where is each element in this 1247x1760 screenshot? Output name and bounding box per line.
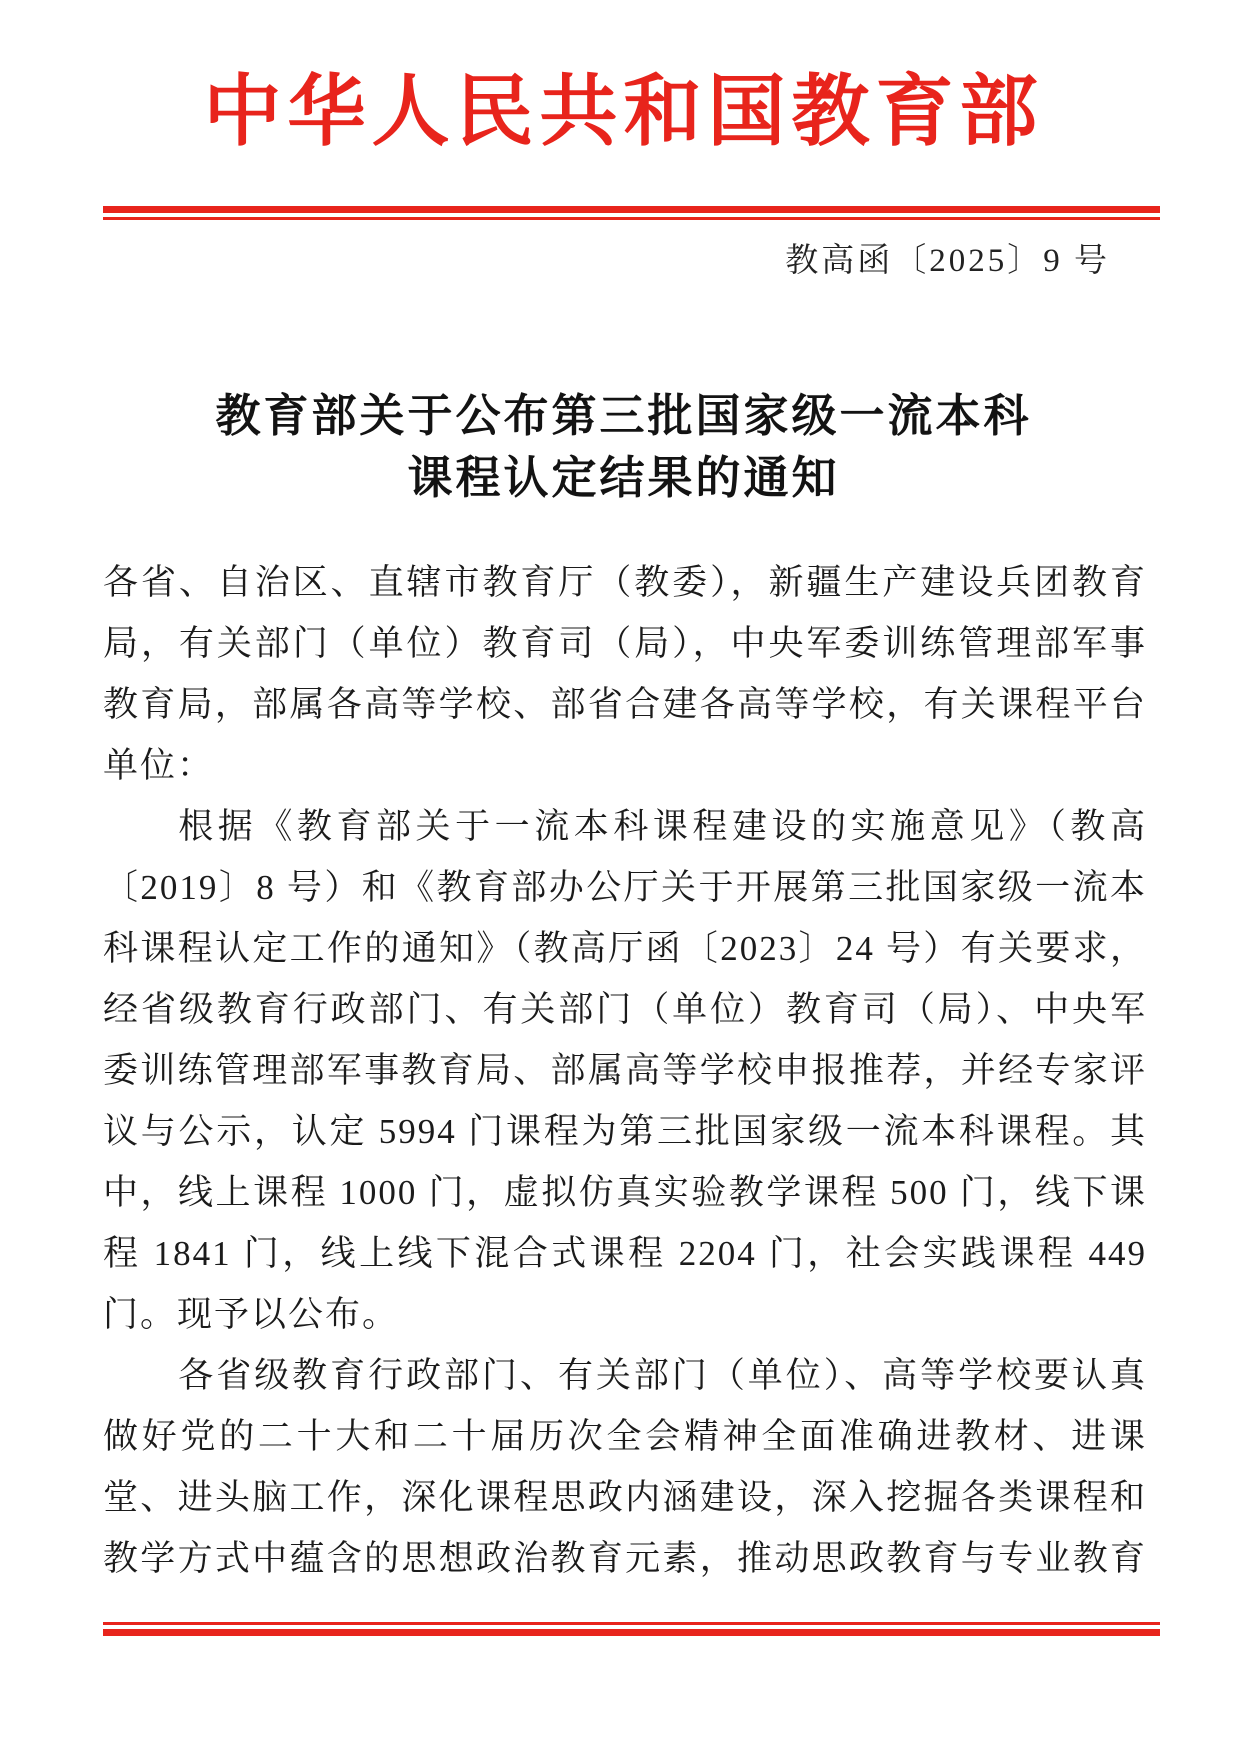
document-title-line2: 课程认定结果的通知 <box>407 453 840 503</box>
body-paragraph <box>103 552 1147 796</box>
body-paragraph <box>103 796 1147 1345</box>
footer-divider-thick-line <box>103 1629 1160 1636</box>
document-title <box>0 385 1247 509</box>
body-line: 各省、自治区、直辖市教育厅（教委），新疆生产建设兵团教育 <box>103 563 1147 602</box>
body-line: 委训练管理部军事教育局、部属高等学校申报推荐，并经专家评 <box>103 1051 1147 1090</box>
body-line: 议与公示，认定 5994 门课程为第三批国家级一流本科课程。其 <box>103 1112 1147 1151</box>
document-title-line1: 教育部关于公布第三批国家级一流本科 <box>215 391 1032 441</box>
header-divider <box>103 206 1160 220</box>
body-line: 局，有关部门（单位）教育司（局），中央军委训练管理部军事 <box>103 624 1147 663</box>
body-line: 中，线上课程 1000 门，虚拟仿真实验教学课程 500 门，线下课 <box>103 1173 1147 1212</box>
doc-number: 教高函〔2025〕9 号 <box>785 243 1110 279</box>
footer-divider <box>103 1622 1160 1636</box>
body-line: 科课程认定工作的通知》（教高厅函〔2023〕24 号）有关要求， <box>103 929 1147 968</box>
body-line: 门。现予以公布。 <box>103 1295 400 1334</box>
body-line: 单位： <box>103 746 215 785</box>
agency-name: 中华人民共和国教育部 <box>203 68 1044 155</box>
body-line: 〔2019〕8 号）和《教育部办公厅关于开展第三批国家级一流本 <box>103 868 1147 907</box>
body-paragraph <box>103 1345 1147 1589</box>
body-line: 根据《教育部关于一流本科课程建设的实施意见》（教高 <box>178 807 1147 846</box>
body-line: 堂、进头脑工作，深化课程思政内涵建设，深入挖掘各类课程和 <box>103 1478 1147 1517</box>
document-body <box>103 552 1147 1589</box>
body-line: 各省级教育行政部门、有关部门（单位）、高等学校要认真 <box>178 1356 1147 1395</box>
body-line: 教学方式中蕴含的思想政治教育元素，推动思政教育与专业教育 <box>103 1539 1147 1578</box>
body-line: 程 1841 门，线上线下混合式课程 2204 门，社会实践课程 449 <box>103 1234 1147 1273</box>
body-line: 做好党的二十大和二十届历次全会精神全面准确进教材、进课 <box>103 1417 1147 1456</box>
body-line: 经省级教育行政部门、有关部门（单位）教育司（局）、中央军 <box>103 990 1147 1029</box>
body-line: 教育局，部属各高等学校、部省合建各高等学校，有关课程平台 <box>103 685 1147 724</box>
header-divider-thick-line <box>103 206 1160 213</box>
header-divider-thin-line <box>103 217 1160 220</box>
